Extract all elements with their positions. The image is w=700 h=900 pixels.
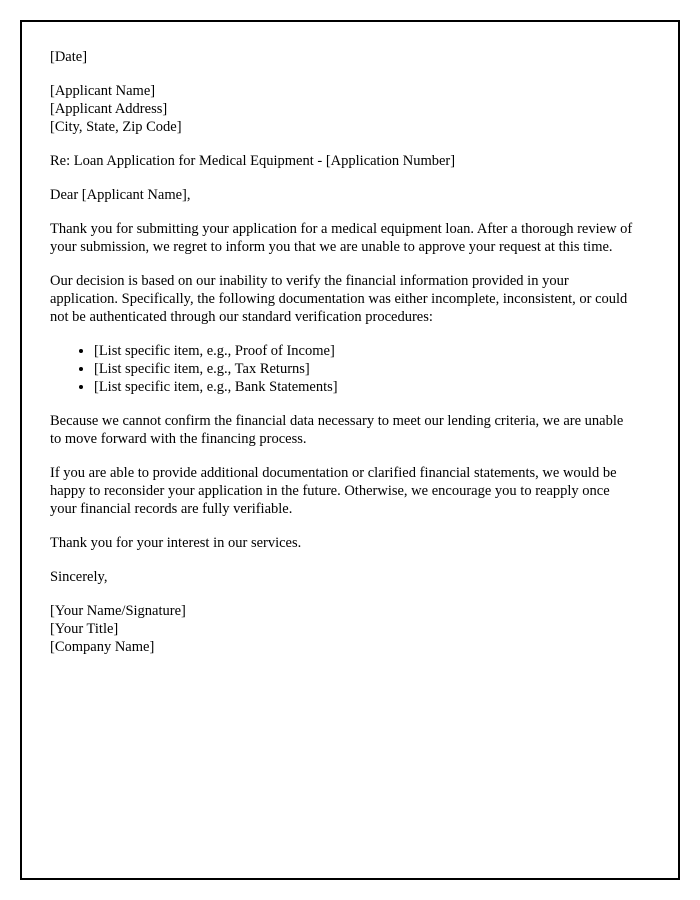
- recipient-address: [Applicant Address]: [50, 101, 168, 117]
- salutation-text: Dear [Applicant Name],: [50, 187, 191, 203]
- signature-title: [Your Title]: [50, 621, 119, 637]
- paragraph-thank-you-intro: Thank you for submitting your application for a medical equipment loan. After a thorough review of your submission, we regret to inform you that we are unable to approve your request at this time.: [50, 221, 633, 255]
- list-item: • [List specific item, e.g., Tax Returns]: [94, 360, 610, 378]
- signature-block: [50, 602, 634, 656]
- subject-text: Re: Loan Application for Medical Equipment - [Application Number]: [50, 153, 456, 169]
- signature-name: [Your Name/Signature]: [50, 603, 186, 619]
- list-item: • [List specific item, e.g., Bank Statements]: [94, 378, 610, 396]
- salutation: [50, 186, 634, 204]
- documentation-list: [50, 342, 610, 396]
- closing: [50, 568, 634, 586]
- recipient-address-block: [50, 82, 634, 136]
- letter-document: [20, 20, 680, 880]
- paragraph-reconsider: If you are able to provide additional documentation or clarified financial statements, we would be happy to reconsider your application in the future. Otherwise, we encourage you to reapply once your financial records are fully verifiable.: [50, 465, 617, 517]
- closing-text: Sincerely,: [50, 569, 108, 585]
- date-line: [Date]: [50, 49, 88, 65]
- list-item: • [List specific item, e.g., Proof of Income]: [94, 342, 610, 360]
- signature-company: [Company Name]: [50, 639, 155, 655]
- date-placeholder: [50, 48, 634, 66]
- recipient-name: [Applicant Name]: [50, 83, 156, 99]
- recipient-city-state-zip: [City, State, Zip Code]: [50, 119, 182, 135]
- subject-line: [50, 152, 634, 170]
- paragraph-thank-you-interest: Thank you for your interest in our services.: [50, 535, 302, 551]
- paragraph-cannot-confirm: Because we cannot confirm the financial data necessary to meet our lending criteria, we are unable to move forward with the financing process.: [50, 413, 624, 447]
- paragraph-decision-reason: Our decision is based on our inability to verify the financial information provided in your application. Specifically, the following documentation was either incomplete, inconsistent, or could not be authenticated through our standard verification procedures:: [50, 273, 628, 325]
